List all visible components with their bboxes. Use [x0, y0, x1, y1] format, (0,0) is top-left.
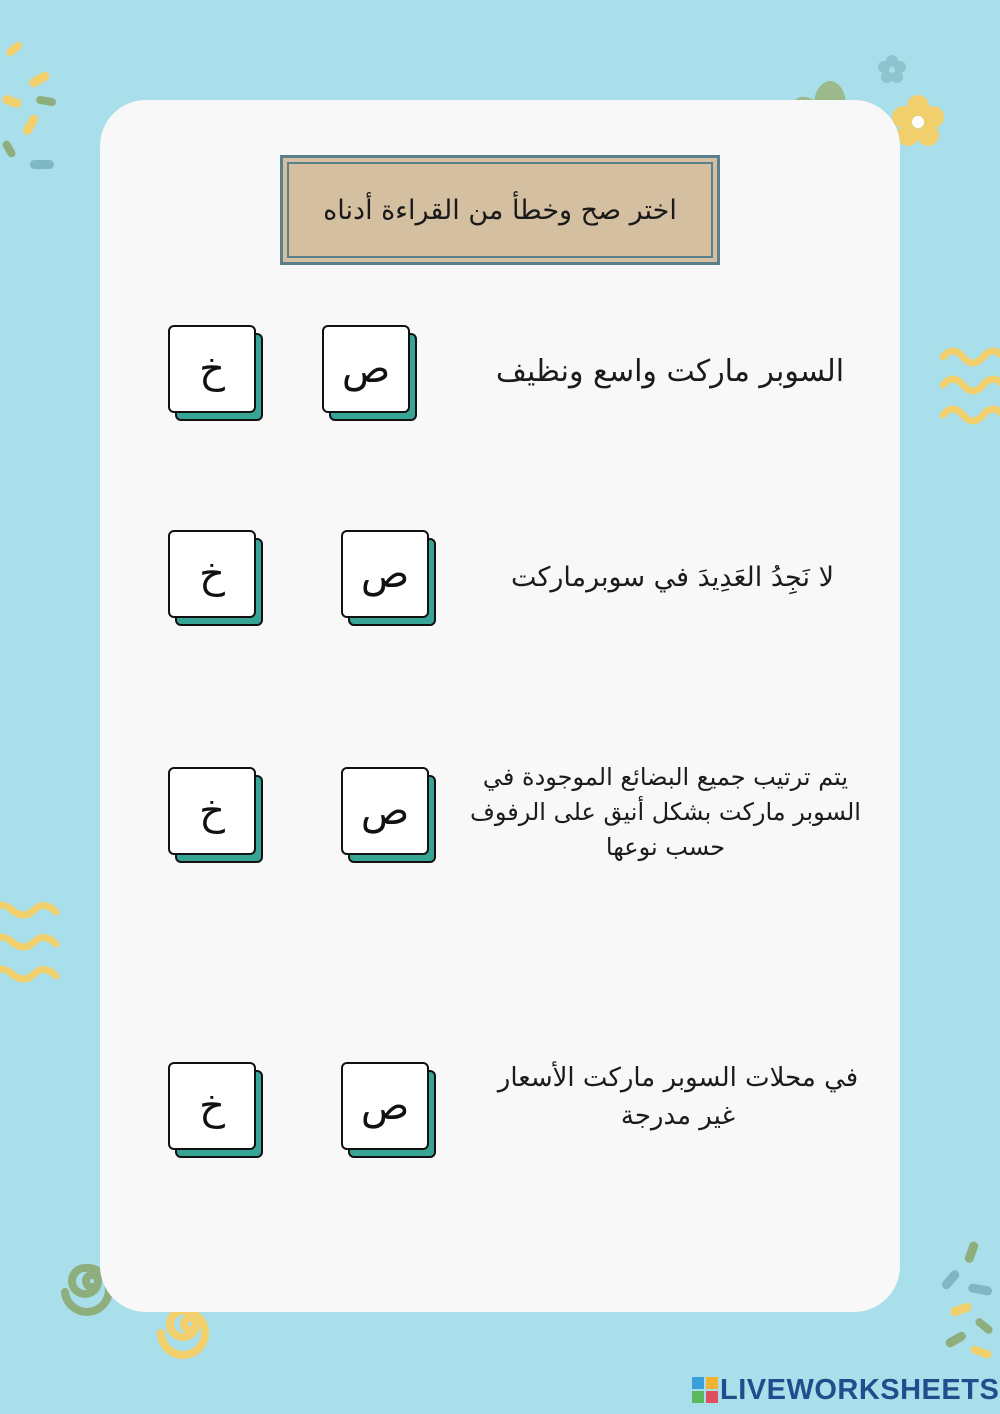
question-text: يتم ترتيب جميع البضائع الموجودة في السوبر ماركت بشكل أنيق على الرفوف حسب نوعها	[470, 763, 861, 861]
liveworksheets-logo-icon	[692, 1377, 718, 1403]
true-label: ص	[360, 551, 410, 597]
false-button[interactable]	[168, 530, 264, 626]
false-button[interactable]	[168, 325, 264, 421]
question-text: السوبر ماركت واسع ونظيف	[495, 354, 845, 389]
squiggle-icon	[0, 900, 65, 1000]
true-label: ص	[360, 788, 410, 834]
question-text: في محلات السوبر ماركت الأسعار غير مدرجة	[497, 1063, 859, 1131]
confetti-top-left-decoration	[0, 35, 80, 185]
false-button[interactable]	[168, 1062, 264, 1158]
true-label: ص	[341, 346, 391, 392]
true-button[interactable]	[341, 530, 437, 626]
true-button[interactable]	[322, 325, 418, 421]
liveworksheets-brand	[692, 1373, 999, 1407]
question-text: لا نَجِدُ العَدِيدَ في سوبرماركت	[511, 562, 834, 593]
false-label: خ	[199, 346, 225, 392]
brand-name: LIVEWORKSHEETS	[720, 1373, 1000, 1406]
true-button[interactable]	[341, 1062, 437, 1158]
false-label: خ	[199, 788, 225, 834]
true-button[interactable]	[341, 767, 437, 863]
title-banner	[280, 155, 720, 265]
false-button[interactable]	[168, 767, 264, 863]
squiggle-icon	[938, 345, 1000, 445]
true-label: ص	[360, 1083, 410, 1129]
confetti-bottom-right-decoration	[930, 1240, 1000, 1370]
page-title: اختر صح وخطأ من القراءة أدناه	[323, 194, 677, 226]
false-label: خ	[199, 1083, 225, 1129]
false-label: خ	[199, 551, 225, 597]
